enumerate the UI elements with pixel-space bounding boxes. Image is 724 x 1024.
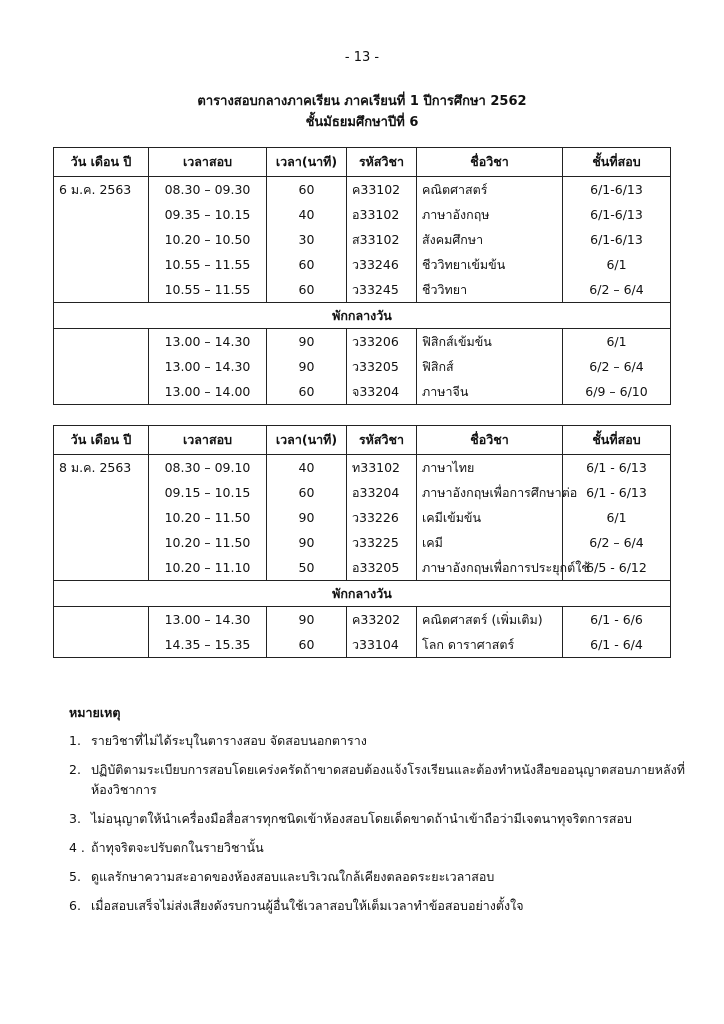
exam-minutes: 90 [267, 354, 347, 379]
header-time: เวลาสอบ [149, 426, 267, 455]
exam-rooms: 6/1 [563, 252, 671, 277]
exam-rooms: 6/1-6/13 [563, 177, 671, 203]
exam-minutes: 60 [267, 632, 347, 658]
notes-section [69, 703, 689, 925]
subject-name: ภาษาอังกฤษเพื่อการศึกษาต่อ [417, 480, 563, 505]
table-row [54, 177, 671, 203]
subject-code: ค33202 [347, 607, 417, 633]
note-item [69, 867, 689, 887]
exam-date: 6 ม.ค. 2563 [54, 177, 149, 203]
table-row [54, 354, 671, 379]
header-subject: ชื่อวิชา [417, 426, 563, 455]
subject-code: ว33205 [347, 354, 417, 379]
exam-time: 13.00 – 14.00 [149, 379, 267, 405]
exam-rooms: 6/1-6/13 [563, 202, 671, 227]
subject-code: จ33204 [347, 379, 417, 405]
subject-name: คณิตศาสตร์ [417, 177, 563, 203]
note-item [69, 809, 689, 829]
table-row [54, 530, 671, 555]
note-number: 4 . [69, 840, 85, 855]
table-header-row [54, 426, 671, 455]
table-row [54, 555, 671, 581]
subject-code: ว33104 [347, 632, 417, 658]
exam-time: 10.55 – 11.55 [149, 277, 267, 303]
exam-rooms: 6/1 - 6/4 [563, 632, 671, 658]
header-code: รหัสวิชา [347, 426, 417, 455]
exam-rooms: 6/2 – 6/4 [563, 354, 671, 379]
exam-rooms: 6/1 - 6/13 [563, 455, 671, 481]
page-number: - 13 - [344, 50, 380, 65]
subject-code: ส33102 [347, 227, 417, 252]
subject-name: ชีววิทยาเข้มข้น [417, 252, 563, 277]
subject-code: อ33204 [347, 480, 417, 505]
note-item [69, 760, 689, 800]
exam-rooms: 6/1 [563, 505, 671, 530]
header-rooms: ชั้นที่สอบ [563, 148, 671, 177]
note-number: 6. [69, 898, 81, 913]
exam-time: 09.35 – 10.15 [149, 202, 267, 227]
exam-minutes: 40 [267, 455, 347, 481]
exam-minutes: 30 [267, 227, 347, 252]
subject-code: ค33102 [347, 177, 417, 203]
exam-rooms: 6/1-6/13 [563, 227, 671, 252]
exam-minutes: 60 [267, 252, 347, 277]
subject-name: ภาษาอังกฤษเพื่อการประยุกต์ใช้ [417, 555, 563, 581]
note-number: 3. [69, 811, 81, 826]
exam-time: 10.20 – 11.50 [149, 505, 267, 530]
exam-time: 13.00 – 14.30 [149, 354, 267, 379]
exam-time: 10.20 – 11.50 [149, 530, 267, 555]
exam-time: 08.30 – 09.10 [149, 455, 267, 481]
notes-title: หมายเหตุ [69, 705, 121, 720]
subject-name: ภาษาอังกฤษ [417, 202, 563, 227]
table-row [54, 202, 671, 227]
exam-schedule-table-day2 [53, 425, 671, 658]
subject-name: เคมีเข้มข้น [417, 505, 563, 530]
note-text: ถ้าทุจริตจะปรับตกในรายวิชานั้น [91, 840, 264, 855]
lunch-break-label: พักกลางวัน [54, 581, 671, 607]
table-header-row [54, 148, 671, 177]
subject-code: ว33226 [347, 505, 417, 530]
note-text: ดูแลรักษาความสะอาดของห้องสอบและบริเวณใกล้เคียงตลอดระยะเวลาสอบ [91, 869, 495, 884]
table-row [54, 480, 671, 505]
exam-time: 10.20 – 10.50 [149, 227, 267, 252]
header-time: เวลาสอบ [149, 148, 267, 177]
subject-name: คณิตศาสตร์ (เพิ่มเติม) [417, 607, 563, 633]
exam-time: 10.55 – 11.55 [149, 252, 267, 277]
document-title: ตารางสอบกลางภาคเรียน ภาคเรียนที่ 1 ปีการศึกษา 2562 [197, 94, 527, 109]
exam-rooms: 6/2 – 6/4 [563, 530, 671, 555]
table-row [54, 632, 671, 658]
note-text: เมื่อสอบเสร็จไม่ส่งเสียงดังรบกวนผู้อื่นใช้เวลาสอบให้เต็มเวลาทำข้อสอบอย่างตั้งใจ [91, 898, 524, 913]
subject-name: ฟิสิกส์ [417, 354, 563, 379]
note-item [69, 896, 689, 916]
exam-minutes: 60 [267, 277, 347, 303]
table-row [54, 455, 671, 481]
subject-name: ภาษาไทย [417, 455, 563, 481]
header-date: วัน เดือน ปี [54, 148, 149, 177]
exam-rooms: 6/1 - 6/13 [563, 480, 671, 505]
note-number: 5. [69, 869, 81, 884]
lunch-break-row [54, 581, 671, 607]
header-date: วัน เดือน ปี [54, 426, 149, 455]
note-number: 2. [69, 762, 81, 777]
exam-minutes: 60 [267, 480, 347, 505]
exam-minutes: 60 [267, 379, 347, 405]
exam-time: 13.00 – 14.30 [149, 607, 267, 633]
exam-schedule-table-day1 [53, 147, 671, 405]
exam-minutes: 90 [267, 607, 347, 633]
subject-name: สังคมศึกษา [417, 227, 563, 252]
subject-code: อ33102 [347, 202, 417, 227]
subject-name: ภาษาจีน [417, 379, 563, 405]
subject-name: ฟิสิกส์เข้มข้น [417, 329, 563, 355]
subject-name: ชีววิทยา [417, 277, 563, 303]
header-duration: เวลา(นาที) [267, 148, 347, 177]
exam-rooms: 6/5 - 6/12 [563, 555, 671, 581]
note-number: 1. [69, 733, 81, 748]
table-row [54, 329, 671, 355]
lunch-break-row [54, 303, 671, 329]
subject-name: เคมี [417, 530, 563, 555]
subject-code: ว33246 [347, 252, 417, 277]
exam-minutes: 50 [267, 555, 347, 581]
exam-minutes: 90 [267, 505, 347, 530]
exam-time: 10.20 – 11.10 [149, 555, 267, 581]
subject-code: ท33102 [347, 455, 417, 481]
note-item [69, 731, 689, 751]
exam-rooms: 6/1 [563, 329, 671, 355]
subject-code: ว33206 [347, 329, 417, 355]
note-text: รายวิชาที่ไม่ได้ระบุในตารางสอบ จัดสอบนอกตาราง [91, 733, 367, 748]
exam-minutes: 90 [267, 530, 347, 555]
table-row [54, 277, 671, 303]
table-row [54, 379, 671, 405]
exam-time: 13.00 – 14.30 [149, 329, 267, 355]
subject-code: ว33245 [347, 277, 417, 303]
document-subtitle: ชั้นมัธยมศึกษาปีที่ 6 [305, 115, 419, 130]
note-text: ปฏิบัติตามระเบียบการสอบโดยเคร่งครัดถ้าขาดสอบต้องแจ้งโรงเรียนและต้องทำหนังสือขออนุญาตสอบภายหลังที่ห้องวิชาการ [91, 762, 685, 797]
exam-minutes: 90 [267, 329, 347, 355]
table-row [54, 505, 671, 530]
note-item [69, 838, 689, 858]
header-subject: ชื่อวิชา [417, 148, 563, 177]
note-text: ไม่อนุญาตให้นำเครื่องมือสื่อสารทุกชนิดเข้าห้องสอบโดยเด็ดขาดถ้านำเข้าถือว่ามีเจตนาทุจริตการสอบ [91, 811, 632, 826]
subject-code: ว33225 [347, 530, 417, 555]
exam-date: 8 ม.ค. 2563 [54, 455, 149, 481]
exam-rooms: 6/2 – 6/4 [563, 277, 671, 303]
table-row [54, 227, 671, 252]
table-row [54, 252, 671, 277]
exam-rooms: 6/1 - 6/6 [563, 607, 671, 633]
exam-time: 08.30 – 09.30 [149, 177, 267, 203]
exam-time: 14.35 – 15.35 [149, 632, 267, 658]
subject-name: โลก ดาราศาสตร์ [417, 632, 563, 658]
lunch-break-label: พักกลางวัน [54, 303, 671, 329]
header-duration: เวลา(นาที) [267, 426, 347, 455]
exam-minutes: 40 [267, 202, 347, 227]
header-rooms: ชั้นที่สอบ [563, 426, 671, 455]
table-row [54, 607, 671, 633]
exam-rooms: 6/9 – 6/10 [563, 379, 671, 405]
header-code: รหัสวิชา [347, 148, 417, 177]
exam-minutes: 60 [267, 177, 347, 203]
subject-code: อ33205 [347, 555, 417, 581]
exam-time: 09.15 – 10.15 [149, 480, 267, 505]
